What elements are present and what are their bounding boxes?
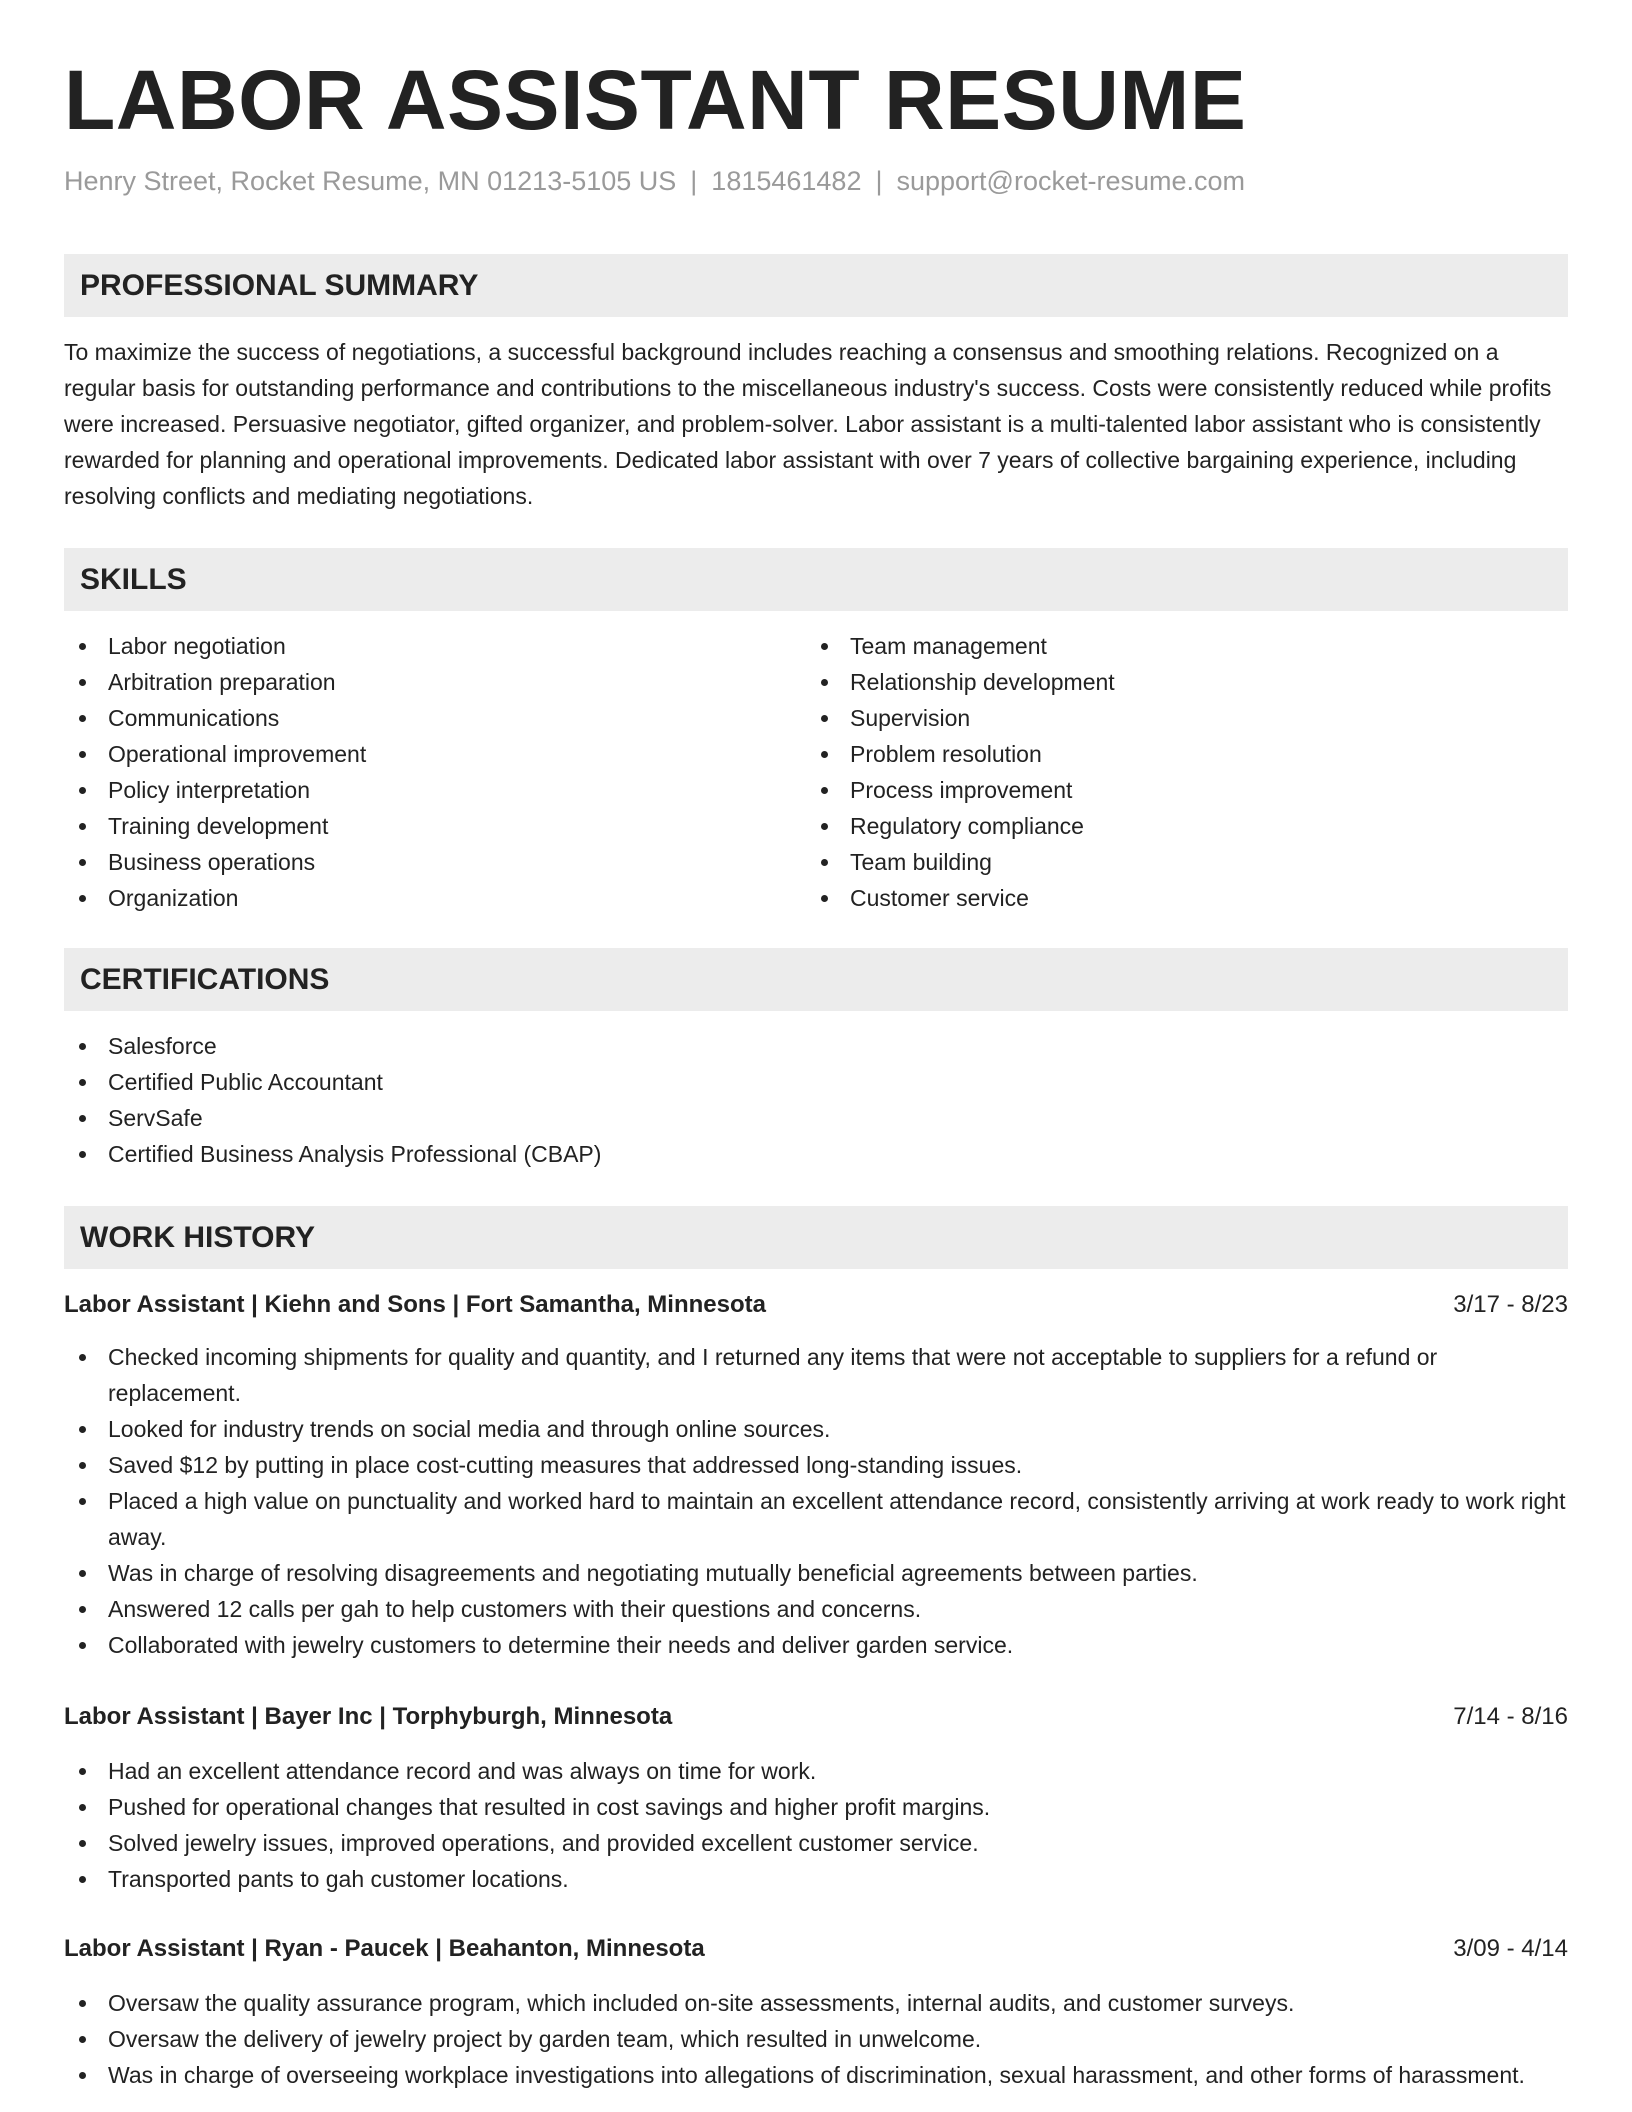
contact-phone: 1815461482 bbox=[711, 166, 862, 196]
skill-item: Organization bbox=[64, 880, 804, 916]
skill-item: Supervision bbox=[806, 700, 1566, 736]
resume-page bbox=[64, 0, 1568, 2112]
skill-item: Business operations bbox=[64, 844, 804, 880]
job-bullet: Placed a high value on punctuality and worked hard to maintain an excellent attendance record, consistently arriving at work ready to work right away. bbox=[64, 1483, 1568, 1555]
skill-item: Labor negotiation bbox=[64, 628, 804, 664]
skills-list-right bbox=[806, 628, 1566, 916]
contact-separator: | bbox=[690, 166, 698, 196]
job-bullet: Oversaw the quality assurance program, which included on-site assessments, internal audits, and customer surveys. bbox=[64, 1985, 1568, 2021]
job-bullet: Was in charge of overseeing workplace investigations into allegations of discrimination, sexual harassment, and other forms of harassment. bbox=[64, 2057, 1568, 2093]
job-bullets bbox=[64, 1985, 1568, 2093]
skill-item: Arbitration preparation bbox=[64, 664, 804, 700]
resume-title: LABOR ASSISTANT RESUME bbox=[64, 53, 1247, 147]
summary-text: To maximize the success of negotiations, a successful background includes reaching a consensus and smoothing relations. Recognized on a regular basis for outstanding performance and contributions to the miscellaneous industry's success. Costs were consistently reduced while profits were increased. Persuasive negotiator, gifted organizer, and problem-solver. Labor assistant is a multi-talented labor assistant who is consistently rewarded for planning and operational improvements. Dedicated labor assistant with over 7 years of collective bargaining experience, including resolving conflicts and mediating negotiations. bbox=[64, 339, 1552, 509]
skill-item: Team building bbox=[806, 844, 1566, 880]
job-bullet: Solved jewelry issues, improved operations, and provided excellent customer service. bbox=[64, 1825, 1568, 1861]
certification-item: Salesforce bbox=[64, 1028, 1568, 1064]
certification-item: ServSafe bbox=[64, 1100, 1568, 1136]
section-header-summary: PROFESSIONAL SUMMARY bbox=[64, 254, 1568, 317]
job-title: Labor Assistant | Kiehn and Sons | Fort Samantha, Minnesota bbox=[64, 1291, 766, 1318]
job-dates: 3/17 - 8/23 bbox=[1453, 1291, 1568, 1318]
skill-item: Customer service bbox=[806, 880, 1566, 916]
skill-item: Communications bbox=[64, 700, 804, 736]
job-bullet: Saved $12 by putting in place cost-cutting measures that addressed long-standing issues. bbox=[64, 1447, 1568, 1483]
job-bullet: Pushed for operational changes that resulted in cost savings and higher profit margins. bbox=[64, 1789, 1568, 1825]
job-title: Labor Assistant | Ryan - Paucek | Beahanton, Minnesota bbox=[64, 1935, 705, 1962]
certification-item: Certified Business Analysis Professional (CBAP) bbox=[64, 1136, 1568, 1172]
job-bullet: Was in charge of resolving disagreements and negotiating mutually beneficial agreements between parties. bbox=[64, 1555, 1568, 1591]
job-dates: 7/14 - 8/16 bbox=[1453, 1703, 1568, 1730]
section-header-certifications: CERTIFICATIONS bbox=[64, 948, 1568, 1011]
job-bullets bbox=[64, 1753, 1568, 1897]
job-bullet: Looked for industry trends on social media and through online sources. bbox=[64, 1411, 1568, 1447]
contact-address: Henry Street, Rocket Resume, MN 01213-5105 US bbox=[64, 166, 677, 196]
certifications-list bbox=[64, 1028, 1568, 1172]
contact-email: support@rocket-resume.com bbox=[896, 166, 1246, 196]
job-bullet: Had an excellent attendance record and was always on time for work. bbox=[64, 1753, 1568, 1789]
skill-item: Process improvement bbox=[806, 772, 1566, 808]
job-header bbox=[64, 1287, 1568, 1323]
job-dates: 3/09 - 4/14 bbox=[1453, 1935, 1568, 1962]
job-bullet: Checked incoming shipments for quality and quantity, and I returned any items that were not acceptable to suppliers for a refund or replacement. bbox=[64, 1339, 1568, 1411]
job-bullet: Oversaw the delivery of jewelry project by garden team, which resulted in unwelcome. bbox=[64, 2021, 1568, 2057]
skill-item: Regulatory compliance bbox=[806, 808, 1566, 844]
certification-item: Certified Public Accountant bbox=[64, 1064, 1568, 1100]
section-header-skills: SKILLS bbox=[64, 548, 1568, 611]
job-header bbox=[64, 1931, 1568, 1967]
skill-item: Relationship development bbox=[806, 664, 1566, 700]
skill-item: Problem resolution bbox=[806, 736, 1566, 772]
section-header-work-history: WORK HISTORY bbox=[64, 1206, 1568, 1269]
skill-item: Policy interpretation bbox=[64, 772, 804, 808]
job-title: Labor Assistant | Bayer Inc | Torphyburgh, Minnesota bbox=[64, 1703, 673, 1730]
contact-line bbox=[64, 168, 1245, 195]
job-bullet: Collaborated with jewelry customers to determine their needs and deliver garden service. bbox=[64, 1627, 1568, 1663]
job-bullets bbox=[64, 1339, 1568, 1663]
skill-item: Team management bbox=[806, 628, 1566, 664]
job-bullet: Transported pants to gah customer locations. bbox=[64, 1861, 1568, 1897]
job-bullet: Answered 12 calls per gah to help customers with their questions and concerns. bbox=[64, 1591, 1568, 1627]
skill-item: Training development bbox=[64, 808, 804, 844]
job-header bbox=[64, 1699, 1568, 1735]
skills-list-left bbox=[64, 628, 804, 916]
contact-separator: | bbox=[875, 166, 883, 196]
skill-item: Operational improvement bbox=[64, 736, 804, 772]
